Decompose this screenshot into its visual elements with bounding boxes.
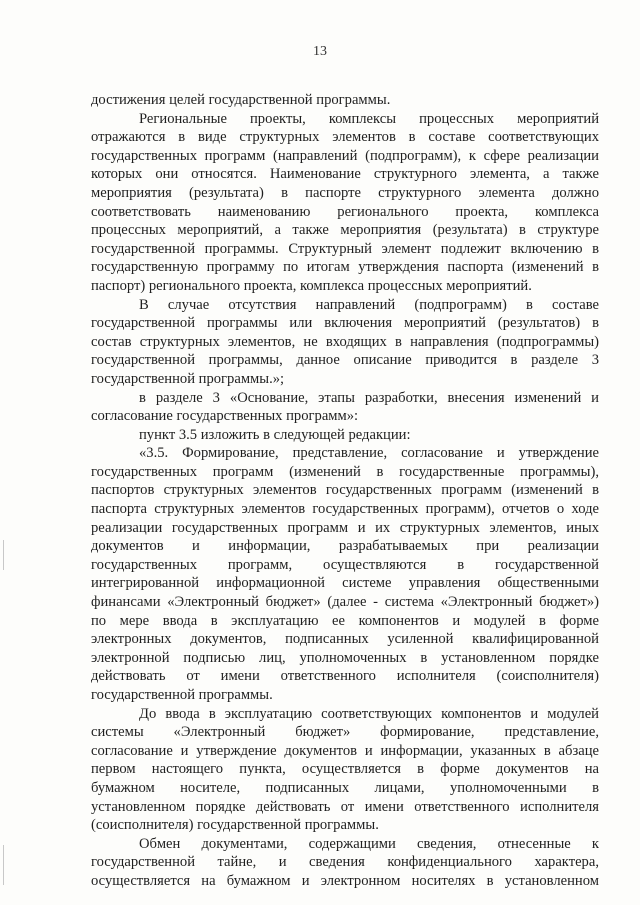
- text-line: финансами «Электронный бюджет» (далее - система «Электронный бюджет»): [91, 594, 599, 611]
- text-line: До ввода в эксплуатацию соответствующих компонентов и модулей: [139, 705, 599, 722]
- text-line: установленном порядке действовать от имени ответственного исполнителя: [91, 798, 599, 815]
- text-line: системы «Электронный бюджет» формирование, представление,: [91, 724, 599, 741]
- text-line: государственную программу по итогам утверждения паспорта (изменений в: [91, 259, 599, 276]
- text-line: первом настоящего пункта, осуществляется в форме документов на: [91, 761, 599, 778]
- text-line: бумажном носителе, подписанных лицами, уполномоченными в: [91, 779, 599, 796]
- text-line: соответствовать наименованию регионального проекта, комплекса: [91, 203, 599, 220]
- text-line: государственной программы, данное описание приводится в разделе 3: [91, 352, 599, 369]
- text-line: В случае отсутствия направлений (подпрограмм) в составе: [139, 296, 599, 313]
- text-line: документов и информации, разрабатываемых при реализации: [91, 538, 599, 555]
- text-line: которых они относятся. Наименование структурного элемента, а также: [91, 166, 599, 183]
- document-body: [91, 91, 599, 891]
- text-line: согласование государственных программ»:: [91, 408, 359, 425]
- text-line: государственной программы. Структурный элемент подлежит включению в: [91, 240, 599, 257]
- text-line: паспорта структурных элементов государственных программ), отчетов о ходе: [91, 501, 599, 518]
- text-line: интегрированной информационной системе управления общественными: [91, 575, 599, 592]
- text-line: пункт 3.5 изложить в следующей редакции:: [139, 426, 411, 443]
- text-line: по мере ввода в эксплуатацию ее компонентов и модулей в форме: [91, 612, 599, 629]
- text-line: (соисполнителя) государственной программы.: [91, 817, 379, 834]
- scan-edge-mark: [3, 845, 4, 885]
- text-line: состав структурных элементов, не входящих в направления (подпрограммы): [91, 333, 599, 350]
- page-number: 13: [313, 44, 327, 59]
- text-line: электронных документов, подписанных усиленной квалифицированной: [91, 631, 599, 648]
- text-line: действовать от имени ответственного исполнителя (соисполнителя): [91, 668, 599, 685]
- text-line: государственной тайне, и сведения конфиденциального характера,: [91, 854, 599, 871]
- text-line: Обмен документами, содержащими сведения, отнесенные к: [139, 835, 599, 852]
- text-line: осуществляется на бумажном и электронном носителях в установленном: [91, 872, 599, 889]
- text-line: согласование и утверждение документов и информации, указанных в абзаце: [91, 742, 599, 759]
- text-line: государственных программ (изменений в государственные программы),: [91, 463, 599, 480]
- scan-edge-mark: [3, 540, 4, 570]
- text-line: государственной программы.»;: [91, 370, 285, 387]
- text-line: мероприятия (результата) в паспорте структурного элемента должно: [91, 184, 599, 201]
- text-line: паспортов структурных элементов государственных программ (изменений в: [91, 482, 599, 499]
- text-line: «3.5. Формирование, представление, согласование и утверждение: [139, 445, 599, 462]
- text-line: государственных программ (направлений (подпрограмм), к сфере реализации: [91, 147, 599, 164]
- text-line: электронной подписью лиц, уполномоченных в установленном порядке: [91, 649, 599, 666]
- text-line: государственной программы или включения мероприятий (результатов) в: [91, 315, 599, 332]
- text-line: достижения целей государственной программы.: [91, 92, 391, 108]
- text-line: процессных мероприятий, а также мероприятия (результата) в структуре: [91, 222, 599, 239]
- text-line: государственных программ, осуществляются в государственной: [91, 556, 599, 573]
- text-line: реализации государственных программ и их структурных элементов, иных: [91, 519, 599, 536]
- text-line: в разделе 3 «Основание, этапы разработки, внесения изменений и: [139, 389, 599, 406]
- text-line: Региональные проекты, комплексы процессных мероприятий: [139, 110, 599, 127]
- text-line: паспорт) регионального проекта, комплекса процессных мероприятий.: [91, 277, 532, 294]
- text-line: государственной программы.: [91, 687, 273, 703]
- text-line: отражаются в виде структурных элементов в составе соответствующих: [91, 129, 599, 146]
